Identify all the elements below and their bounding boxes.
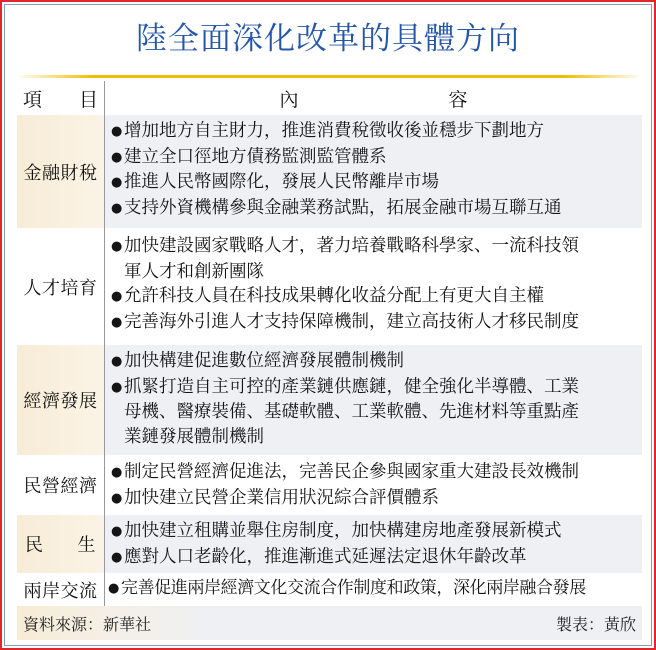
list-item: ● 完善促進兩岸經濟文化交流合作制度和政策，深化兩岸融合發展 bbox=[108, 576, 642, 602]
list-item: ●制定民營經濟促進法，完善民企參與國家重大建設長效機制 bbox=[111, 460, 642, 486]
bullet-icon: ● bbox=[111, 149, 123, 165]
row-content bbox=[105, 345, 642, 455]
row-content bbox=[105, 228, 642, 345]
bullet-icon: ● bbox=[108, 581, 119, 596]
table-row-private-economy bbox=[17, 455, 642, 515]
bullet-icon: ● bbox=[111, 314, 123, 330]
bullet-icon: ● bbox=[111, 465, 123, 480]
list-item: ●抓緊打造自主可控的產業鏈供應鏈，健全強化半導體、工業 母機、醫療裝備、基礎軟體、工業軟體、先進材料等重點產 業鏈發展體制機制 bbox=[111, 376, 579, 447]
bullet-icon: ● bbox=[111, 490, 123, 506]
header-item-col bbox=[17, 81, 105, 115]
title-underline bbox=[19, 75, 639, 78]
row-content bbox=[105, 455, 642, 515]
list-item: ●完善海外引進人才支持保障機制，建立高技術人才移民制度 bbox=[111, 310, 642, 336]
table-row-cross-strait bbox=[17, 573, 642, 606]
category-label: 經濟發展 bbox=[17, 345, 105, 455]
bullet-icon: ● bbox=[111, 354, 123, 369]
category-label: 人才培育 bbox=[17, 228, 105, 345]
source-note: 資料來源：新華社 bbox=[23, 614, 152, 634]
row-content bbox=[105, 115, 642, 228]
bullet-icon: ● bbox=[111, 200, 123, 216]
row-content bbox=[105, 515, 642, 573]
infographic-panel bbox=[4, 4, 652, 646]
row-content bbox=[105, 573, 642, 606]
table-row-livelihood bbox=[17, 515, 642, 573]
header-item-right: 目 bbox=[78, 88, 98, 111]
category-label: 兩岸交流 bbox=[17, 573, 105, 606]
list-item: ●加快構建促進數位經濟發展體制機制 bbox=[111, 349, 642, 375]
list-item: ●加快建設國家戰略人才，著力培養戰略科學家、一流科技領 軍人才和創新團隊 bbox=[111, 236, 579, 282]
table-header bbox=[17, 81, 642, 115]
bullet-icon: ● bbox=[111, 239, 123, 254]
header-content-col bbox=[105, 85, 642, 112]
credit-note: 製表：黃欣 bbox=[555, 614, 636, 634]
list-item: ●加快建立民營企業信用狀況綜合評價體系 bbox=[111, 486, 642, 512]
list-item: ●應對人口老齡化，推進漸進式延遲法定退休年齡改革 bbox=[111, 545, 642, 571]
table-row-talent bbox=[17, 228, 642, 345]
reform-table bbox=[17, 81, 642, 640]
category-label: 金融財稅 bbox=[17, 115, 105, 228]
bullet-icon: ● bbox=[111, 175, 123, 190]
table-row-economy bbox=[17, 345, 642, 455]
page-title: 陸全面深化改革的具體方向 bbox=[136, 21, 520, 57]
bullet-icon: ● bbox=[111, 549, 123, 565]
list-item: ●增加地方自主財力，推進消費稅徵收後並穩步下劃地方 bbox=[111, 119, 642, 145]
bullet-icon: ● bbox=[111, 524, 123, 539]
table-row-finance bbox=[17, 115, 642, 228]
bullet-icon: ● bbox=[111, 289, 123, 304]
category-label: 民 生 bbox=[17, 515, 105, 573]
list-item: ●推進人民幣國際化，發展人民幣離岸市場 bbox=[111, 170, 642, 196]
bullet-icon: ● bbox=[111, 379, 123, 395]
header-content-left: 內 bbox=[279, 88, 299, 111]
bullet-icon: ● bbox=[111, 124, 123, 139]
list-item: ●支持外資機構參與金融業務試點，拓展金融市場互聯互通 bbox=[111, 196, 642, 222]
list-item: ●允許科技人員在科技成果轉化收益分配上有更大自主權 bbox=[111, 284, 642, 310]
list-item: ●建立全口徑地方債務監測監管體系 bbox=[111, 145, 642, 171]
header-content-right: 容 bbox=[448, 88, 468, 111]
table-footer bbox=[17, 606, 642, 640]
category-label: 民營經濟 bbox=[17, 455, 105, 515]
header-item-left: 項 bbox=[23, 88, 43, 111]
list-item: ●加快建立租購並舉住房制度，加快構建房地產發展新模式 bbox=[111, 519, 642, 545]
